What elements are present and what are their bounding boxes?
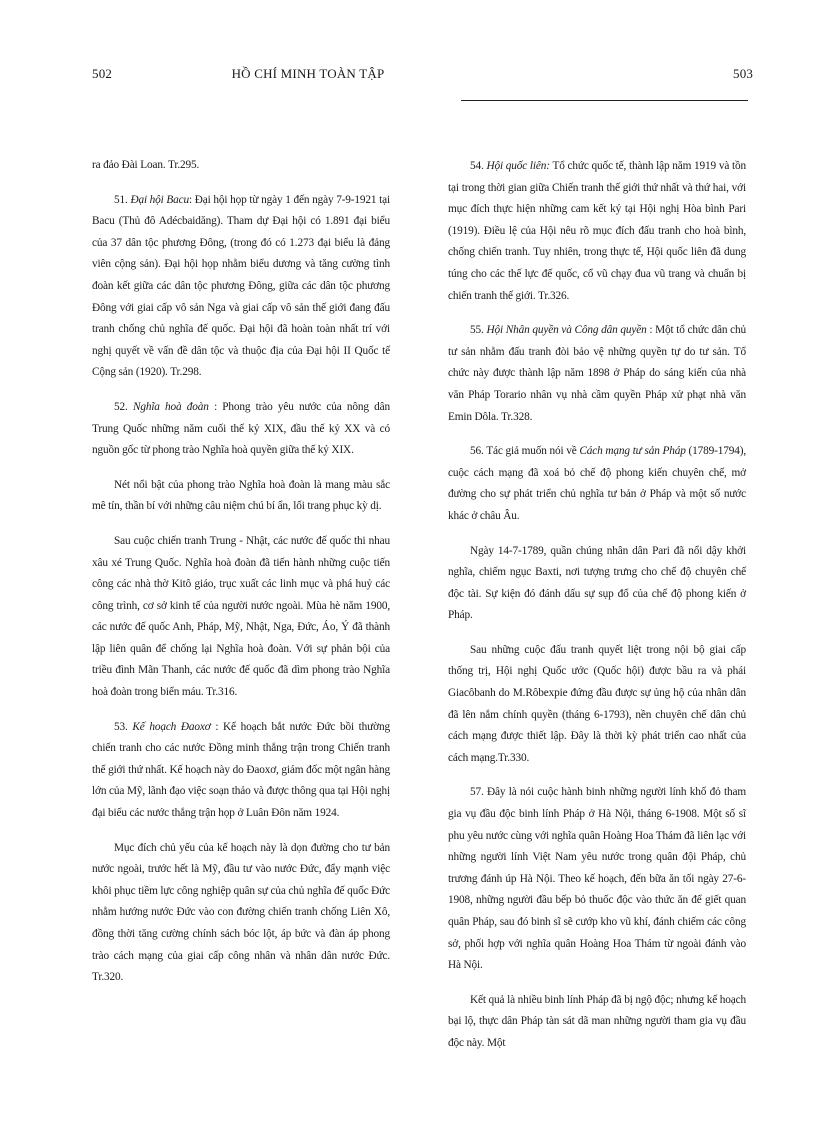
note-term: Cách mạng tư sản Pháp: [579, 445, 686, 458]
right-column: [448, 156, 746, 1068]
note-52: [92, 397, 390, 462]
header-rule: [461, 100, 748, 101]
note-term: Đại hội Bacu: [130, 193, 190, 206]
paragraph: Mục đích chủ yếu của kế hoạch này là dọn đường cho tư bản nước ngoài, trước hết là Mỹ, đầu tư vào nước Đức, đẩy mạnh việc khôi phục tiềm lực công nghiệp quân sự của chủ nghĩa đế quốc Đức nhằm hướng nước Đức vào con đường chiến tranh chống Liên Xô, đồng thời tăng cường chính sách bóc lột, áp bức và đàn áp phong trào cách mạng của giai cấp công nhân và nhân dân nước Đức. Tr.320.: [92, 841, 390, 984]
paragraph: Kết quả là nhiều binh lính Pháp đã bị ngộ độc; nhưng kế hoạch bại lộ, thực dân Pháp tàn sát dã man những người tham gia vụ đầu độc này. Một: [448, 993, 746, 1049]
note-text: Tổ chức quốc tế, thành lập năm 1919 và tồn tại trong thời gian giữa Chiến tranh thế giới thứ nhất và thứ hai, với mục đích thực hiện những cam kết ký tại Hội nghị Hòa bình Pari (1919). Điều lệ của Hội nêu rõ mục đích đấu tranh cho hoà bình, chống chiến tranh. Tuy nhiên, trong thực tế, Hội quốc liên đã dung túng cho các thế lực đế quốc, cổ vũ chạy đua vũ trang và chuẩn bị chiến tranh thế giới. Tr.326.: [448, 160, 746, 302]
note-term: Nghĩa hoà đoàn: [132, 400, 209, 413]
paragraph: ra đảo Đài Loan. Tr.295.: [92, 159, 200, 171]
note-number: 53.: [114, 720, 133, 733]
paragraph: Ngày 14-7-1789, quần chúng nhân dân Pari đã nổi dậy khởi nghĩa, chiếm ngục Baxti, nơi tượng trưng cho chế độ chuyên chế độc tài. Sự kiện đó đánh dấu sự sụp đổ của chế độ phong kiến ở Pháp.: [448, 544, 746, 622]
note-number: 52.: [114, 400, 133, 413]
note-number: 51.: [114, 193, 131, 206]
paragraph: Sau những cuộc đấu tranh quyết liệt trong nội bộ giai cấp thống trị, Hội nghị Quốc ước (Quốc hội) được bầu ra và phái Giacôbanh do M.Rôbexpie đứng đầu được sự ủng hộ của nhân dân đã lên nắm chính quyền (tháng 6-1793), nền chuyên chế dân chủ cách mạng được thiết lập. Đây là thời kỳ phát triển cao nhất của cách mạng.Tr.330.: [448, 643, 746, 764]
note-number: 54.: [470, 160, 487, 172]
running-title: [0, 66, 816, 82]
note-text: : Phong trào yêu nước của nông dân Trung Quốc những năm cuối thế kỷ XIX, đầu thế kỷ XX và có nguồn gốc từ phong trào Nghĩa hoà quyền giữa thế kỷ XIX.: [92, 400, 391, 457]
note-57: 57. Đây là nói cuộc hành binh những người lính khố đỏ tham gia vụ đầu độc binh lính Pháp ở Hà Nội, tháng 6-1908. Một số sĩ phu yêu nước cùng với nghĩa quân Hoàng Hoa Thám đã liên lạc với những người lính Việt Nam yêu nước trong quân đội Pháp, chủ trương đánh úp Hà Nội. Theo kế hoạch, đến bữa ăn tối ngày 27-6-1908, những người đầu bếp bỏ thuốc độc vào thức ăn để giết quan quân Pháp, sau đó binh sĩ sẽ cướp kho vũ khí, đánh chiếm các công sở, phối hợp với nghĩa quân Hoàng Hoa Thám từ ngoài đánh vào Hà Nội.: [448, 786, 746, 972]
note-number: 55.: [470, 324, 487, 337]
note-text: : Kế hoạch bắt nước Đức bồi thường chiến tranh cho các nước Đồng minh thắng trận trong Chiến tranh thế giới thứ nhất. Kế hoạch này do Đaoxơ, giám đốc một ngân hàng lớn của Mỹ, lãnh đạo việc soạn thảo và được thông qua tại Hội nghị đại biểu các nước thắng trận họp ở Luân Đôn năm 1924.: [92, 720, 390, 820]
note-55: [448, 320, 746, 428]
running-title-text: HỒ CHÍ MINH TOÀN TẬP: [231, 66, 385, 81]
note-56: [448, 441, 746, 527]
paragraph: Sau cuộc chiến tranh Trung - Nhật, các nước đế quốc thi nhau xâu xé Trung Quốc. Nghĩa hoà đoàn đã tiến hành những cuộc tiến công các nhà thờ Kitô giáo, trục xuất các linh mục và phá huỷ các công trình, cơ sở kinh tế của người nước ngoài. Mùa hè năm 1900, các nước đế quốc Anh, Pháp, Mỹ, Nhật, Nga, Đức, Áo, Ý đã thành lập liên quân để chống lại Nghĩa hoà đoàn. Với sự phản bội của triều đình Mãn Thanh, các nước đế quốc đã dìm phong trào Nghĩa hoà đoàn trong biển máu. Tr.316.: [92, 534, 390, 699]
note-text: : Một tổ chức dân chủ tư sản nhằm đấu tranh đòi bảo vệ những quyền tự do tư sản. Tổ chức này được thành lập năm 1898 ở Pháp do sáng kiến của nhà văn Pháp Torario nhân vụ nhà cầm quyền Pháp xử phạt nhà văn Emin Dôla. Tr.328.: [448, 324, 747, 423]
note-text: : Đại hội họp từ ngày 1 đến ngày 7-9-1921 tại Bacu (Thủ đô Adécbaidăng). Tham dự Đại hội có 1.891 đại biểu của 37 dân tộc phương Đông, (trong đó có 1.273 đại biểu là đảng viên cộng sản). Đại hội họp nhằm biểu dương và tăng cường tình đoàn kết giữa các dân tộc phương Đông, giữa các dân tộc phương Đông với giai cấp vô sản Nga và giai cấp vô sản thế giới đang đấu tranh chống chủ nghĩa đế quốc. Đại hội đã hoàn toàn nhất trí với nghị quyết về vấn đề dân tộc và thuộc địa của Đại hội II Quốc tế Cộng sản (1920). Tr.298.: [92, 193, 390, 379]
note-text: (1789-1794), cuộc cách mạng đã xoá bỏ chế độ phong kiến chuyên chế, mở đường cho sự phát triển chủ nghĩa tư bản ở Pháp và một số nước khác ở châu Âu.: [448, 445, 747, 522]
right-page-number: 503: [733, 66, 754, 81]
note-number: 56. Tác giả muốn nói về: [470, 445, 580, 458]
left-page-number: 502: [92, 66, 113, 81]
note-term: Kế hoạch Đaoxơ: [132, 720, 211, 733]
note-term: Hội quốc liên:: [486, 160, 550, 172]
paragraph: Nét nổi bật của phong trào Nghĩa hoà đoàn là mang màu sắc mê tín, thần bí với những câu niệm chú bí ẩn, lối trang phục kỳ dị.: [92, 478, 390, 513]
note-term: Hội Nhân quyền và Công dân quyền: [486, 324, 647, 337]
note-54: [448, 156, 746, 307]
note-53: [92, 717, 390, 825]
left-column: [92, 155, 390, 1002]
note-51: [92, 190, 390, 384]
